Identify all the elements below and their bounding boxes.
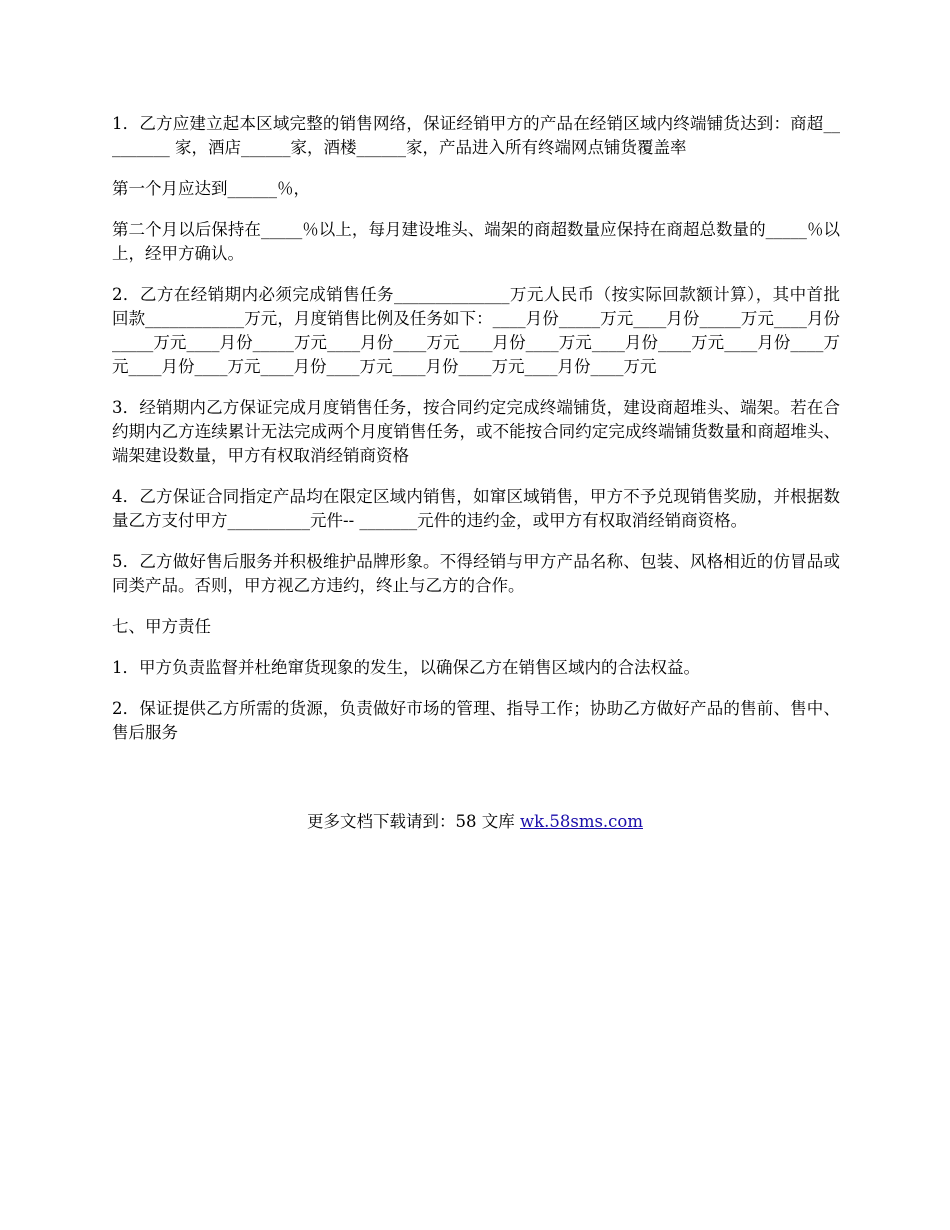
paragraph-first-month: 第一个月应达到______％， xyxy=(112,179,310,198)
footer-text: 更多文档下载请到：58 文库 xyxy=(306,812,520,831)
paragraph-clause-3: 3．经销期内乙方保证完成月度销售任务，按合同约定完成终端铺货，建设商超堆头、端架。若在合约期内乙方连续累计无法完成两个月度销售任务，或不能按合同约定完成终端铺货数量和商超堆头、端架建设数量，甲方有权取消经销商资格 xyxy=(112,398,840,465)
footer-link[interactable]: wk.58sms.com xyxy=(519,812,643,831)
paragraph-clause-1: 1．乙方应建立起本区域完整的销售网络，保证经销甲方的产品在经销区域内终端铺货达到：商超_________ 家，酒店______家，酒楼______家，产品进入所有终端网点铺货覆盖率 xyxy=(112,114,840,157)
document-body xyxy=(112,112,840,762)
paragraph-party-a-2: 2．保证提供乙方所需的货源，负责做好市场的管理、指导工作；协助乙方做好产品的售前、售中、售后服务 xyxy=(112,699,840,742)
paragraph-clause-2: 2．乙方在经销期内必须完成销售任务______________万元人民币（按实际回款额计算），其中首批回款____________万元，月度销售比例及任务如下：____月份_____万元____月份_____万元____月份_____万元____月份_____万元____月份____万元____月份____万元____月份____万元____月份____万元____月份____万元____月份____万元____月份____万元____月份____万元 xyxy=(112,285,840,376)
footer xyxy=(0,810,950,834)
paragraph-party-a-1: 1．甲方负责监督并杜绝窜货现象的发生，以确保乙方在销售区域内的合法权益。 xyxy=(112,658,700,677)
paragraph-clause-5: 5．乙方做好售后服务并积极维护品牌形象。不得经销与甲方产品名称、包装、风格相近的仿冒品或同类产品。否则，甲方视乙方违约，终止与乙方的合作。 xyxy=(112,552,840,595)
paragraph-second-month: 第二个月以后保持在_____％以上，每月建设堆头、端架的商超数量应保持在商超总数量的_____％以上，经甲方确认。 xyxy=(112,220,840,263)
section-heading-party-a-duties: 七、甲方责任 xyxy=(112,617,211,636)
paragraph-clause-4: 4．乙方保证合同指定产品均在限定区域内销售，如窜区域销售，甲方不予兑现销售奖励，并根据数量乙方支付甲方__________元件-- _______元件的违约金，或甲方有权取消经销商资格。 xyxy=(112,487,840,530)
